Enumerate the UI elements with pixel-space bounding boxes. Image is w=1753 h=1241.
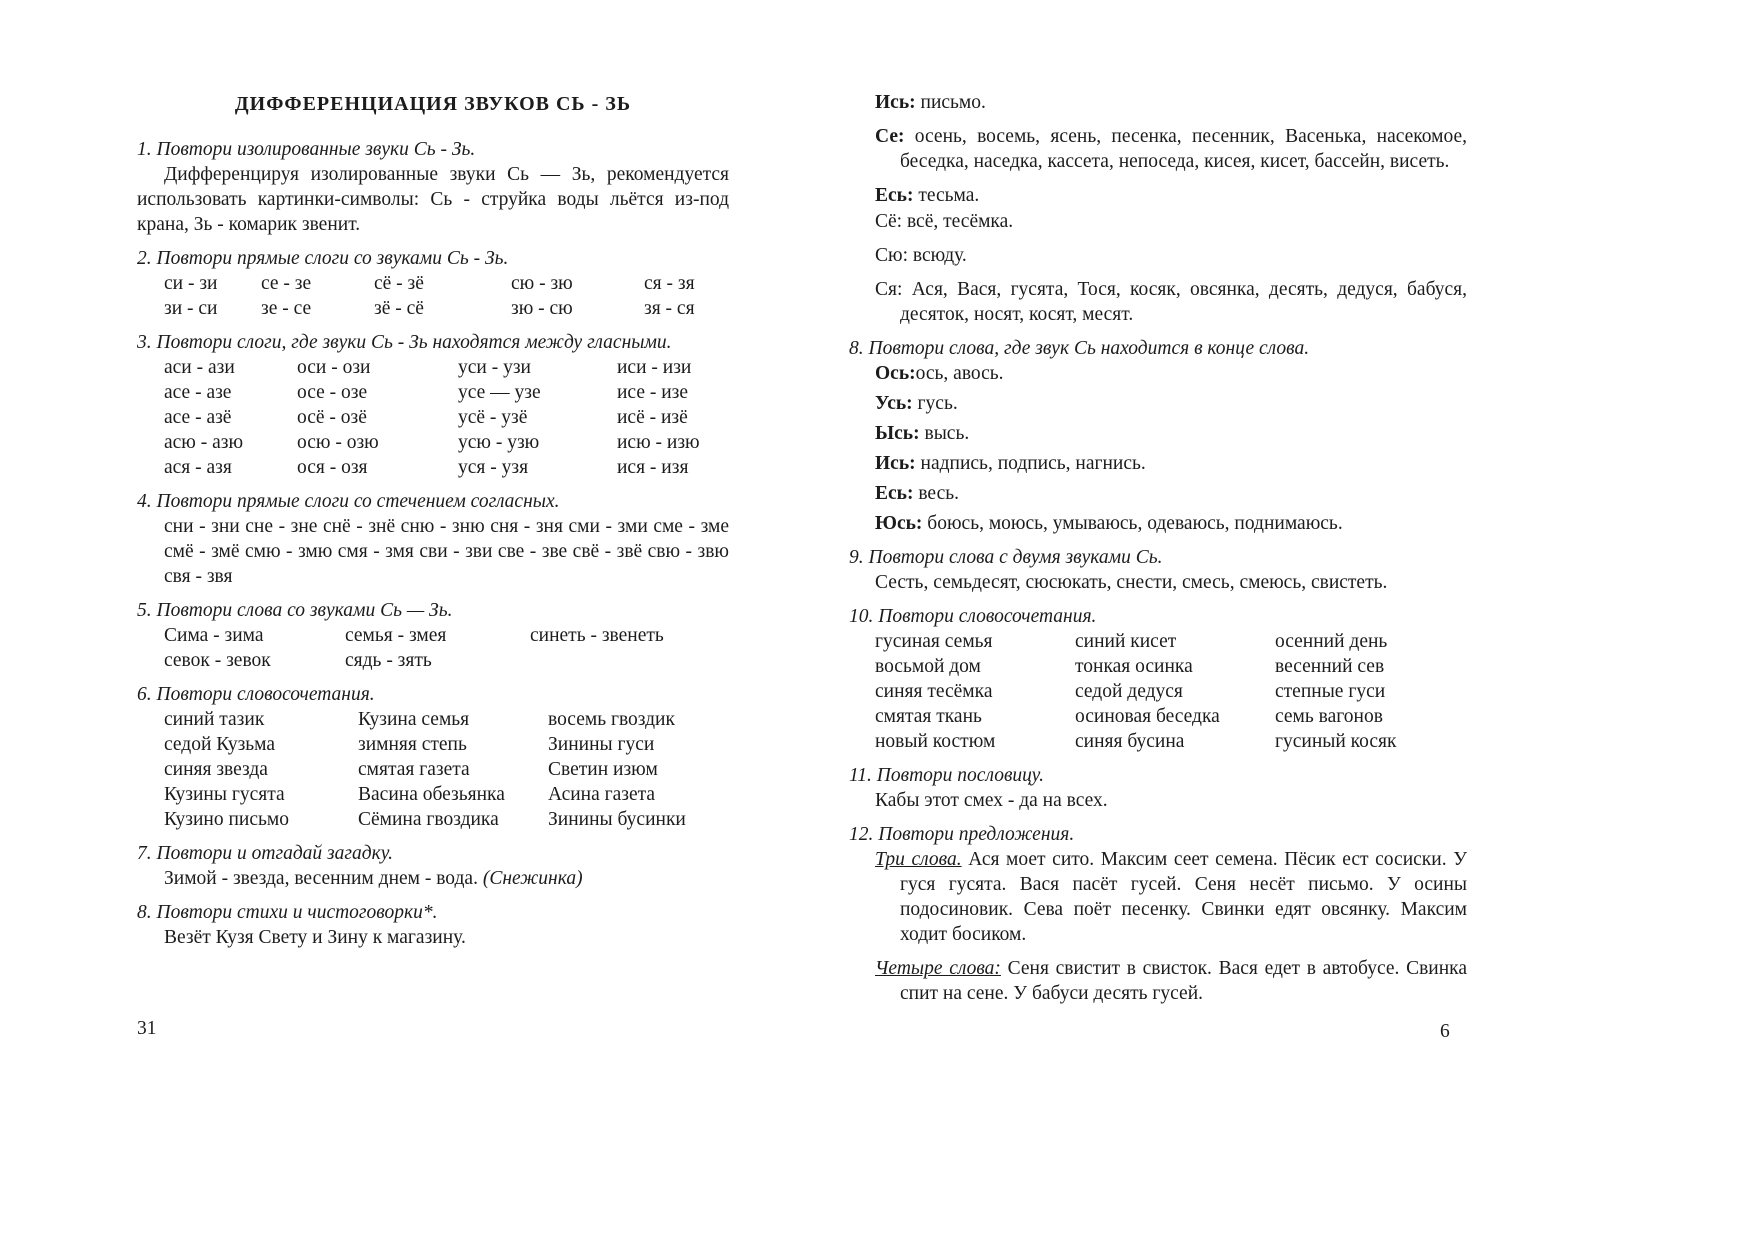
word-list: письмо. <box>920 92 986 113</box>
exercise-heading: 9. Повтори слова с двумя звуками Сь. <box>849 547 1163 568</box>
phrase: весенний сев <box>1275 656 1385 677</box>
phrase: смятая газета <box>358 759 470 780</box>
phrase-table <box>849 629 1467 754</box>
word-group-line <box>849 90 1467 115</box>
syllable-pair: иси - изи <box>617 357 692 378</box>
exercise-heading: 8. Повтори слова, где звук Сь находится в конце слова. <box>849 338 1310 359</box>
sound-label: Юсь: <box>875 513 928 534</box>
sound-label: Ось: <box>875 363 916 384</box>
exercise-heading: 5. Повтори слова со звуками Сь — Зь. <box>137 600 453 621</box>
word-group-line <box>849 243 1467 268</box>
page-number: 31 <box>137 1018 157 1039</box>
word-list: боюсь, моюсь, умываюсь, одеваюсь, поднимаюсь. <box>927 513 1343 534</box>
phrase: гусиная семья <box>875 631 993 652</box>
sound-label: Есь: <box>875 483 919 504</box>
syllable-pair: асю - азю <box>164 432 244 453</box>
syllable-pair: усю - узю <box>458 432 540 453</box>
word-list: всюду. <box>912 245 967 266</box>
word-list: весь. <box>918 483 960 504</box>
sound-label: Се: <box>875 126 915 147</box>
syllable-pair: ся - зя <box>644 273 695 294</box>
syllable-pair: осё - озё <box>297 407 367 428</box>
exercise-12 <box>849 822 1467 1006</box>
word-pair: синеть - звенеть <box>530 625 664 646</box>
exercise-8-left <box>137 900 729 950</box>
phrase: седой дедуся <box>1075 681 1183 702</box>
syllable-pair: усе — узе <box>458 382 541 403</box>
exercise-text: Сесть, семьдесят, сюсюкать, снести, смесь, смеюсь, свистеть. <box>875 572 1388 593</box>
word-group-line <box>849 209 1467 234</box>
phrase: Кузины гусята <box>164 784 285 805</box>
exercise-5 <box>137 598 729 673</box>
exercise-heading: 8. Повтори стихи и чистоговорки*. <box>137 902 438 923</box>
riddle-line <box>137 866 729 891</box>
word-pair: сядь - зять <box>345 650 432 671</box>
syllable-pair: исё - изё <box>617 407 688 428</box>
exercise-heading: 2. Повтори прямые слоги со звуками Сь - Зь. <box>137 248 509 269</box>
syllable-pair: ася - азя <box>164 457 232 478</box>
word-list: надпись, подпись, нагнись. <box>920 453 1146 474</box>
phrase: восемь гвоздик <box>548 709 675 730</box>
syllable-pair: усё - узё <box>458 407 528 428</box>
syllable-pair: зё - сё <box>374 298 424 319</box>
exercise-heading: 10. Повтори словосочетания. <box>849 606 1097 627</box>
phrase: Светин изюм <box>548 759 658 780</box>
syllable-pair: ися - изя <box>617 457 689 478</box>
phrase: гусиный косяк <box>1275 731 1397 752</box>
word-group-line <box>849 277 1467 327</box>
sentence-text: Ася моет сито. Максим сеет семена. Пёсик ест сосиски. У гуся гусята. Вася пасёт гусей. Сеня несёт письмо. У осины подосиновик. Сева поёт песенку. Свинки едят овсянку. Максим ходит босиком. <box>900 849 1468 945</box>
sound-label: Ысь: <box>875 423 925 444</box>
syllable-pair: осе - озе <box>297 382 368 403</box>
sound-label: Ись: <box>875 453 921 474</box>
word-group-line <box>849 511 1467 536</box>
sentence-text: Сеня свистит в свисток. Вася едет в автобусе. Свинка спит на сене. У бабуси десять гусей. <box>900 958 1467 1004</box>
word-group-line <box>849 421 1467 446</box>
word-list: высь. <box>924 423 970 444</box>
sound-label: Ся: <box>875 279 912 300</box>
phrase: синяя тесёмка <box>875 681 993 702</box>
phrase: осиновая беседка <box>1075 706 1220 727</box>
phrase: синяя бусина <box>1075 731 1185 752</box>
phrase: синий кисет <box>1075 631 1177 652</box>
right-page <box>849 90 1467 1006</box>
word-list: тесьма. <box>918 185 980 206</box>
syllable-pair: зи - си <box>164 298 218 319</box>
syllable-table <box>137 355 729 480</box>
exercise-heading: 11. Повтори пословицу. <box>849 765 1044 786</box>
exercise-text: Дифференцируя изолированные звуки Сь — Зь, рекомендуется использовать картинки-символы: Сь - струйка воды льётся из-под крана, Зь - комарик звенит. <box>137 164 729 235</box>
word-list: осень, восемь, ясень, песенка, песенник, Васенька, насекомое, беседка, наседка, кассета, непоседа, кисея, кисет, бассейн, висеть. <box>900 126 1467 172</box>
syllable-pair: аси - ази <box>164 357 235 378</box>
syllable-pair: ося - озя <box>297 457 368 478</box>
word-list: Ася, Вася, гусята, Тося, косяк, овсянка, десять, дедуся, бабуся, десяток, носят, косят, месят. <box>900 279 1467 325</box>
exercise-11 <box>849 763 1467 813</box>
syllable-pair: зе - се <box>261 298 312 319</box>
exercise-heading: 7. Повтори и отгадай загадку. <box>137 843 394 864</box>
exercise-text: Кабы этот смех - да на всех. <box>875 790 1108 811</box>
syllable-pair: зя - ся <box>644 298 695 319</box>
word-pair: севок - зевок <box>164 650 271 671</box>
exercise-heading: 6. Повтори словосочетания. <box>137 684 375 705</box>
phrase: Асина газета <box>548 784 656 805</box>
syllable-pair: уси - узи <box>458 357 531 378</box>
syllable-pair: сю - зю <box>511 273 573 294</box>
riddle-answer: (Снежинка) <box>482 868 583 889</box>
exercise-heading: 3. Повтори слоги, где звуки Сь - Зь находятся между гласными. <box>137 332 672 353</box>
exercise-2 <box>137 246 729 321</box>
syllable-pair: исю - изю <box>617 432 700 453</box>
phrase: новый костюм <box>875 731 996 752</box>
page-number: 6 <box>1440 1021 1450 1042</box>
word-pair: семья - змея <box>345 625 447 646</box>
exercise-heading: 4. Повтори прямые слоги со стечением согласных. <box>137 491 560 512</box>
phrase: синяя звезда <box>164 759 268 780</box>
sentence-paragraph <box>849 847 1467 947</box>
exercise-heading: 1. Повтори изолированные звуки Сь - Зь. <box>137 139 476 160</box>
exercise-6 <box>137 682 729 832</box>
word-group-line <box>849 361 1467 386</box>
word-list: всё, тесёмка. <box>906 211 1014 232</box>
paragraph-label: Три слова. <box>875 849 962 870</box>
riddle-text: Зимой - звезда, весенним днем - вода. <box>164 868 478 889</box>
sound-label: Усь: <box>875 393 918 414</box>
phrase: восьмой дом <box>875 656 981 677</box>
phrase: смятая ткань <box>875 706 982 727</box>
phrase: семь вагонов <box>1275 706 1383 727</box>
phrase: Кузина семья <box>358 709 470 730</box>
word-table <box>137 623 729 673</box>
exercise-text: Везёт Кузя Свету и Зину к магазину. <box>164 927 466 948</box>
syllable-pair: зю - сю <box>511 298 573 319</box>
phrase: Васина обезьянка <box>358 784 505 805</box>
word-list: гусь. <box>917 393 958 414</box>
sentence-paragraph <box>849 956 1467 1006</box>
syllable-pair: исе - изе <box>617 382 689 403</box>
exercise-4 <box>137 489 729 589</box>
syllable-pair: асе - азе <box>164 382 232 403</box>
exercise-7 <box>137 841 729 891</box>
word-group-line <box>849 183 1467 208</box>
exercise-1 <box>137 137 729 237</box>
word-group-line <box>849 124 1467 174</box>
phrase: Зинины бусинки <box>548 809 686 830</box>
syllable-pair: сё - зё <box>374 273 424 294</box>
phrase: степные гуси <box>1275 681 1386 702</box>
phrase: Сёмина гвоздика <box>358 809 499 830</box>
sound-label: Сё: <box>875 211 907 232</box>
phrase: осенний день <box>1275 631 1388 652</box>
phrase: зимняя степь <box>358 734 467 755</box>
sound-label: Сю: <box>875 245 913 266</box>
phrase: седой Кузьма <box>164 734 276 755</box>
syllable-pair: асе - азё <box>164 407 232 428</box>
exercise-heading: 12. Повтори предложения. <box>849 824 1075 845</box>
word-group-line <box>849 451 1467 476</box>
syllable-pair: уся - узя <box>458 457 529 478</box>
exercise-9 <box>849 545 1467 595</box>
syllable-pair: оси - ози <box>297 357 371 378</box>
left-page <box>137 92 729 950</box>
word-group-line <box>849 391 1467 416</box>
phrase: Зинины гуси <box>548 734 655 755</box>
syllable-pair: си - зи <box>164 273 218 294</box>
syllable-pair: осю - озю <box>297 432 379 453</box>
sound-label: Ись: <box>875 92 921 113</box>
phrase: тонкая осинка <box>1075 656 1193 677</box>
paragraph-label: Четыре слова: <box>875 958 1001 979</box>
word-pair: Сима - зима <box>164 625 264 646</box>
exercise-10 <box>849 604 1467 754</box>
phrase-table <box>137 707 729 832</box>
exercise-8-right <box>849 336 1467 536</box>
word-group-line <box>849 481 1467 506</box>
page-title: ДИФФЕРЕНЦИАЦИЯ ЗВУКОВ СЬ - ЗЬ <box>234 93 632 115</box>
word-list: ось, авось. <box>915 363 1004 384</box>
sound-label: Есь: <box>875 185 919 206</box>
exercise-text: сни - зни сне - зне снё - знё сню - зню сня - зня сми - зми сме - зме смё - змё смю - змю смя - змя сви - зви све - зве свё - звё свю - звю свя - звя <box>164 516 729 587</box>
syllable-pair: се - зе <box>261 273 312 294</box>
exercise-3 <box>137 330 729 480</box>
phrase: синий тазик <box>164 709 265 730</box>
phrase: Кузино письмо <box>164 809 289 830</box>
syllable-table <box>137 271 729 321</box>
